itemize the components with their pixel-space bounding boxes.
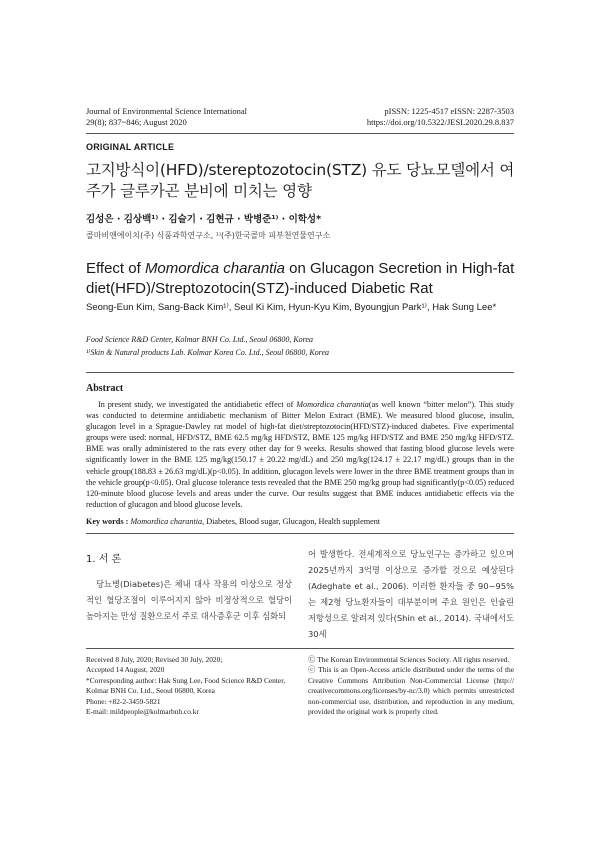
english-title-species: Momordica charantia — [144, 260, 285, 277]
section-heading-introduction: 1. 서 론 — [86, 554, 122, 565]
keywords — [86, 517, 514, 526]
korean-authors: 김성은 · 김상백¹⁾ · 김슬기 · 김현규 · 박병준¹⁾ · 이학성* — [86, 214, 322, 225]
footnote-divider — [86, 648, 514, 649]
issn: pISSN: 1225-4517 eISSN: 2287-3503 — [384, 106, 514, 116]
header-divider — [86, 133, 514, 134]
keywords-rest: , Diabetes, Blood sugar, Glucagon, Health supplement — [202, 517, 381, 526]
abstract-bottom-divider — [86, 533, 514, 534]
footnote-right — [308, 655, 514, 717]
intro-right-column: 어 발생한다. 전세계적으로 당뇨인구는 증가하고 있으며 2025년까지 3억명 이상으로 증가할 것으로 예상된다 (Adeghate et al., 2006). 이러한 환자들 중 90~95%는 제2형 당뇨환자들이 대부분이며 주요 원인은 인슐린 저항성으로 알려져 있다(Shin et al., 2014). 국내에서도 30세 — [308, 549, 514, 639]
journal-header-left — [86, 106, 247, 128]
footnote-left — [86, 655, 296, 717]
copyright-notice: Ⓒ The Korean Environmental Sciences Society. All rights reserved. — [308, 655, 510, 664]
affiliation-1: Food Science R&D Center, Kolmar BNH Co. Ltd., Seoul 06800, Korea — [86, 335, 314, 344]
korean-affiliation: 콜마비앤에이치(주) 식품과학연구소, ¹⁾(주)한국콜마 피부천연물연구소 — [86, 231, 331, 240]
phone: Phone: +82-2-3459-5821 — [86, 696, 161, 706]
article-type: ORIGINAL ARTICLE — [86, 142, 175, 152]
journal-volume: 29(8); 837~846; August 2020 — [86, 117, 187, 127]
license-notice: ⓒ This is an Open-Access article distributed under the terms of the Creative Commons Attribution Non-Commercial License (http:// creativecommons.org/licenses/by-nc/3.0) which permits unrestricted non-commercial use, distribution, and reproduction in any medium, provided the original work is properly cited. — [308, 665, 514, 717]
abstract-text-2: (as well known “bitter melon”). This study was conducted to determine antidiabetic mechanism of Bitter Melon Extract (BME). We measured blood glucose, insulin, glucagon level in a Sprague-Dawley rat model of high-fat diet/streptozotocin(HFD/STZ)-induced diabetes. Five experimental groups were used: normal, HFD/STZ, BME 62.5 mg/kg HFD/STZ, BME 125 mg/kg HFD/STZ and BME 250 mg/kg HFD/STZ. BME was orally administered to the rats every other day for 9 weeks. Results showed that fasting blood glucose levels were significantly lower in the BME 125 mg/kg(150.17 ± 20.22 mg/dL) and 250 mg/kg(124.17 ± 22.17 mg/dL) groups than in the vehicle group(188.83 ± 26.63 mg/dL)(p<0.05). In addition, glucagon levels were lower in the three BME treatment groups than in the vehicle group(p<0.05). Oral glucose tolerance tests revealed that the BME 250 mg/kg group had significantly(p<0.05) reduced 120-minute blood glucose levels and areas under the curve. Our results suggest that BME induces antidiabetic effects via the reduction of glucagon and blood glucose levels. — [86, 400, 514, 509]
journal-header-right — [367, 106, 514, 128]
abstract-text-1: In present study, we investigated the antidiabetic effect of — [98, 400, 297, 409]
abstract-heading: Abstract — [86, 383, 124, 394]
keywords-label: Key words : — [86, 517, 131, 526]
english-title-prefix: Effect of — [86, 260, 145, 277]
english-affiliations — [86, 333, 329, 359]
affiliation-2: ¹⁾Skin & Natural products Lab. Kolmar Korea Co. Ltd., Seoul 06800, Korea — [86, 348, 330, 357]
abstract-top-divider — [86, 372, 514, 373]
english-title-suffix: on Glucagon Secretion in High-fat diet(HFD)/Streptozotocin(STZ)-induced Diabetic Rat — [86, 260, 515, 297]
accepted-date: Accepted 14 August, 2020 — [86, 665, 165, 675]
corresponding-author: *Corresponding author: Hak Sung Lee, Food Science R&D Center, Kolmar BNH Co. Ltd., Seoul 06800, Korea — [86, 675, 286, 696]
abstract-species: Momordica charantia — [296, 400, 369, 409]
abstract-body — [86, 399, 514, 510]
korean-title: 고지방식이(HFD)/stereptozotocin(STZ) 유도 당뇨모델에서 여주가 글루카곤 분비에 미치는 영향 — [86, 161, 515, 200]
email[interactable]: E-mail: mildpeople@kolmarbnh.co.kr — [86, 707, 199, 717]
english-title — [86, 259, 516, 299]
received-date: Received 8 July, 2020; Revised 30 July, 2020; — [86, 655, 223, 664]
keywords-species: Momordica charantia — [130, 517, 203, 526]
english-authors: Seong-Eun Kim, Sang-Back Kim¹⁾, Seul Ki Kim, Hyun-Kyu Kim, Byoungjun Park¹⁾, Hak Sung Lee* — [86, 302, 497, 313]
intro-left-column: 당뇨병(Diabetes)은 체내 대사 작용의 이상으로 정상적인 혈당조절이 이루어지지 않아 비정상적으로 혈당이 높아지는 만성 질환으로서 주로 대사증후군 이후 심화되 — [86, 579, 292, 621]
doi-link[interactable]: https://doi.org/10.5322/JESI.2020.29.8.837 — [366, 117, 514, 127]
journal-name: Journal of Environmental Science International — [86, 106, 247, 116]
